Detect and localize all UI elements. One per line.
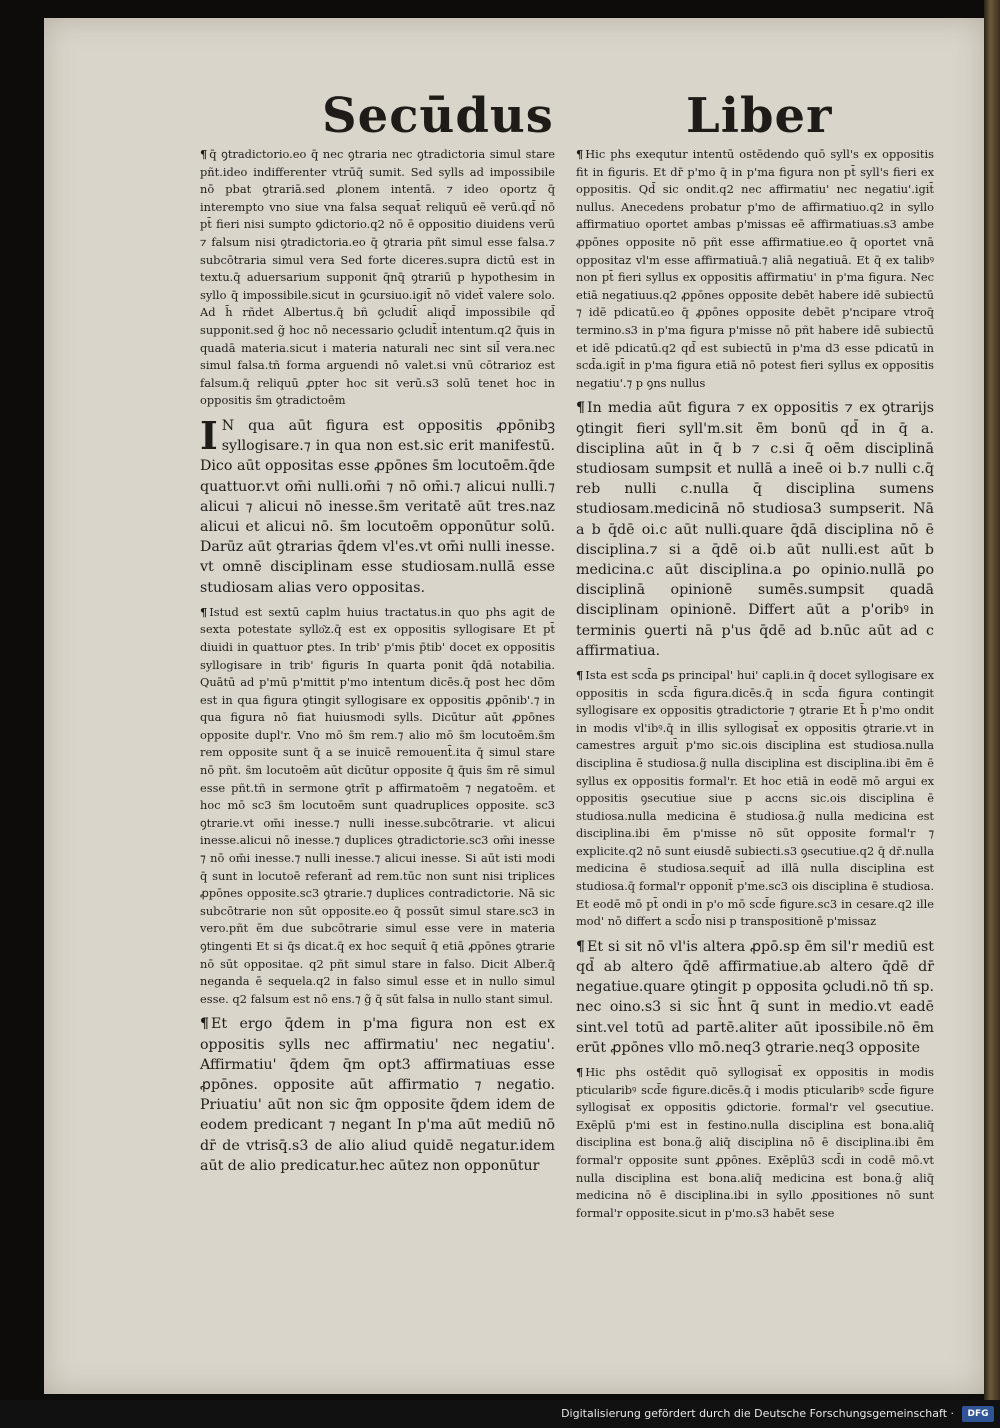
right-text-column bbox=[576, 146, 934, 1228]
paragraph-text: Et si sit nō vl'is altera ꝓpō.sp ēm sil'r mediū est qd̄ ab altero q̄dē affirmatiue.ab altero q̄dē dr̄ negatiue.quare ꝯtingit p opposita ꝯcludi.nō tñ sp. nec oino.s3 si sic h̄nt q̄ sunt in medio.vt eadē sint.vel totū ad partē.aliter aūt ipossibile.nō ēm erūt ꝓpōnes vllo mō.neq3 ꝯtrarie.neq3 opposite bbox=[576, 938, 934, 1056]
paragraph-text: Ista est scd̄a ꝑs principal' hui' capli.in q̄ docet syllogisare ex oppositis in scd̄a figura.dicēs.q̄ in scd̄a figura contingit syllogisare ex oppositis ꝯtradictorie ⁊ ꝯtrarie Et h̄ p'mo ondit in modis vl'ibꝰ.q̄ in illis syllogisat̄ ex oppositis ꝯtrarie.vt in camestres arguit̄ p'mo sic.ois disciplina est studiosa.nulla disciplina ē studiosa.g̃ nulla disciplina est disciplina.ibi ēm ē syllus ex oppositis formal'r. Et hoc etiā in eodē mō argui ex oppositis ꝯsecutiue siue p accns sic.ois disciplina ē studiosa.nulla medicina ē studiosa.g̃ nulla medicina est disciplina.ibi ēm p'misse nō sūt opposite formal'r ⁊ explicite.q2 nō sunt eiusdē subiecti.s3 ꝯsecutiue.q2 q̄ dr̄.nulla medicina ē studiosa.sequit̄ ad illā nulla disciplina est studiosa.q̄ formal'r opponit̄ p'me.sc3 ois disciplina ē studiosa. Et eodē mō pt̄ ondi in p'o mō scd̄e figure.sc3 in cesare.q2 ille mod' nō differt a scd̄o nisi p transpositionē p'missaz bbox=[576, 667, 934, 929]
dfg-logo: DFG bbox=[962, 1406, 994, 1422]
paragraph-text: N qua aūt figura est oppositis ꝓpōnibꝫ syllogisare.⁊ in qua non est.sic erit manifestū. Dico aūt oppositas esse ꝓpōnes s̄m locutoēm.q̄de quattuor.vt om̄i nulli.om̄i ⁊ nō om̄i.⁊ alicui nulli.⁊ alicui ⁊ alicui nō inesse.s̄m veritatē aūt tres.naz alicui et alicui nō. s̄m locutoēm opponūtur solū. Darūz aūt ꝯtrarias q̄dem vl'es.vt om̄i nulli inesse. vt omnē disciplinam esse studiosam.nullā esse studiosam alias vero oppositas. bbox=[200, 417, 555, 596]
footer-credit: Digitalisierung gefördert durch die Deutsche Forschungsgemeinschaft · bbox=[561, 1407, 954, 1420]
left-text-column bbox=[200, 146, 555, 1182]
paragraph bbox=[200, 146, 555, 410]
paragraph-text: Hic phs exequtur intentū ostēdendo quō syll's ex oppositis fit in figuris. Et dr̄ p'mo q̄ in p'ma figura non pt̄ syll's fieri ex oppositis. Qd̄ sic ondit.q2 nec affirmatiu' nec negatiu'.igit̄ nullus. Anecedens probatur p'mo de affirmatiuo.q2 in syllo affirmatiuo oportet ambas p'missas eē affirmatiuas.s3 ambe ꝓpōnes opposite nō pñt esse affirmatiue.eo q̄ oportet vnā oppositaz vl'm esse affirmatiuā.⁊ aliā negatiuā. Et q̄ ex talibꝰ non pt̄ fieri syllus ex oppositis affirmatiu' in p'ma figura. Nec etiā negatiuus.q2 ꝓpōnes opposite debēt habere idē subiectū ⁊ idē pdicatū.eo q̄ ꝓpōnes opposite debēt p'ncipare vtroq̄ termino.s3 in p'ma figura p'misse nō pñt habere idē subiectū et idē pdicatū.q2 qd̄ est subiectū in p'ma d3 esse pdicatū in scd̄a.igit̄ in p'ma figura etiā nō potest fieri syllus ex oppositis negatiu'.⁊ p ꝯns nullus bbox=[576, 147, 934, 390]
running-head-right: Liber bbox=[686, 88, 833, 144]
paragraph bbox=[576, 1064, 934, 1222]
paragraph-text: Istud est sextū caplm huius tractatus.in quo phs agit de sexta potestate syllo͂z.q̄ est ex oppositis syllogisare Et pt̄ diuidi in quattuor ꝑtes. In trib' p'mis p̄tib' docet ex oppositis syllogisare in trib' figuris In quarta ponit q̄dā notabilia. Quātū ad p'mū p'mittit p'mo intentum dicēs.q̄ post hec dōm est in qua figura ꝯtingit syllogisare ex oppositis ꝓpōnib'.⁊ in qua figura nō fiat huiusmodi sylls. Dicūtur aūt ꝓpōnes opposite dupl'r. Vno mō s̄m rem.⁊ alio mō s̄m locutoēm.s̄m rem opposite sunt q̄ a se inuicē remouent̄.ita q̄ simul stare nō pñt. s̄m locutoēm aūt dicūtur opposite q̄ q̄uis s̄m rē simul esse pñt.tñ in sermone ꝯtrīt p affirmatoēm ⁊ negatoēm. et hoc mō sc3 s̄m locutoēm sunt quadruplices opposite. sc3 ꝯtrarie.vt om̄i inesse.⁊ nulli inesse.subcōtrarie. vt alicui inesse.alicui nō inesse.⁊ duplices ꝯtradictorie.sc3 om̄i inesse ⁊ nō om̄i inesse.⁊ nulli inesse.⁊ alicui inesse. Si aūt isti modi q̄ sunt in locutoē referant̄ ad rem.tūc non sunt nisi triplices ꝓpōnes opposite.sc3 ꝯtrarie.⁊ duplices contradictorie. Nā sic subcōtrarie non sūt opposite.eo q̄ possūt simul stare.sc3 in vero.pñt ēm due subcōtrarie simul esse vere in materia ꝯtingenti Et si q̄s dicat.q̄ ex hoc sequit̄ q̄ etiā ꝓpōnes ꝯtrarie nō sūt oppositae. q2 pñt simul stare in falso. Dicit Alber.q̄ neganda ē sequela.q2 in falso simul esse et in nullo simul esse. q2 falsum est nō ens.⁊ g̃ q̄ sūt falsa in nullo stant simul. bbox=[200, 604, 555, 1006]
paragraph-text: q̄ ꝯtradictorio.eo q̄ nec ꝯtraria nec ꝯtradictoria simul stare pñt.ideo indifferenter vtrūq̄ sumit. Sed sylls ad impossibile nō pbat ꝯtrariā.sed ꝓlonem intentā. ⁊ ideo oportz q̄ interempto vno siue vna falsa sequat̄ reliquū eē verū.qd̄ nō pt̄ fieri nisi sumpto ꝯdictorio.q2 nō ē oppositio diuidens verū ⁊ falsum nisi ꝯtradictoria.eo q̄ ꝯtraria pñt simul esse falsa.⁊ subcōtraria simul vera Sed forte diceres.supra dictū est in textu.q̄ aduersarium supponit q̄nq̄ ꝯtrariū p hypothesim in syllo q̄ impossibile.sicut in ꝯcursiuo.igit̄ nō videt̄ valere solo. Ad h̄ rñdet Albertus.q̄ bñ ꝯcludit̄ aliqd̄ impossibile qd̄ supponit.sed g̃ hoc nō necessario ꝯcludit̄ intentum.q2 q̄uis in quadā materia.sicut i materia naturali nec sint sil̄ vera.nec simul falsa.tñ forma arguendi nō valet.si vnū cōtrarioz est falsum.q̄ reliquū ꝓpter hoc sit verū.s3 solū tenet hoc in oppositis s̄m ꝯtradictoēm bbox=[200, 147, 555, 408]
pilcrow-icon: ¶ bbox=[200, 604, 208, 619]
paragraph-text: Et ergo q̄dem in p'ma figura non est ex oppositis sylls nec affirmatiu' nec negatiu'. Affirmatiu' q̄dem q̄m opt3 affirmatiuas esse ꝓpōnes. opposite aūt affirmatio ⁊ negatio. Priuatiu' aūt non sic q̄m opposite q̄dem idem de eodem predicant ⁊ negant In p'ma aūt mediū nō dr̄ de vtrisq̄.s3 de alio aliud quidē negatur.idem aūt de alio predicatur.hec aūtez non opponūtur bbox=[200, 1016, 555, 1174]
pilcrow-icon: ¶ bbox=[200, 1016, 210, 1033]
paragraph-text: Hic phs ostēdit quō syllogisat̄ ex oppositis in modis pticularibꝰ scd̄e figure.dicēs.q̄ i modis pticularibꝰ scd̄e figure syllogisat̄ ex oppositis ꝯdictorie. formal'r vel ꝯsecutiue. Exēplū p'mi est in festino.nulla disciplina est bona.aliq̄ disciplina est bona.g̃ aliq̄ disciplina nō ē disciplina.ibi ēm formal'r opposite sunt ꝓpōnes. Exēplū3 scd̄i in codē mō.vt nulla disciplina est bona.aliq̄ medicina est bona.g̃ aliq̄ medicina nō ē disciplina.ibi in syllo ꝓpositiones nō sunt formal'r opposite.sicut in p'mo.s3 habēt sese bbox=[576, 1065, 934, 1220]
paragraph bbox=[576, 398, 934, 661]
paragraph-text: In media aūt figura ⁊ ex oppositis ⁊ ex ꝯtrarijs ꝯtingit fieri syll'm.sit ēm bonū qd̄ in q̄ a. disciplina aūt in q̄ b ⁊ c.si q̄ oēm disciplinā studiosam sumpsit et nullā a ineē oi b.⁊ nulli c.q̄ reb nulli c.nulla q̄ disciplina sumens studiosam.medicinā nō studiosa3 sumpserit. Nā a b q̄dē oi.c aūt nulli.quare q̄dā disciplina nō ē disciplina.⁊ si a q̄dē oi.b aūt nulli.est aūt b medicina.c aūt disciplina.a ꝑo opinio.nullā ꝑo disciplinā opinionē sumēs.sumpsit quadā disciplinam opinionē. Differt aūt a p'oribꝰ in terminis ꝯuerti nā p'us q̄dē ad b.nūc aūt ad c affirmatiua. bbox=[576, 400, 934, 659]
decorated-initial: I bbox=[200, 412, 218, 458]
paragraph bbox=[200, 1014, 555, 1176]
paragraph bbox=[200, 604, 555, 1009]
pilcrow-icon: ¶ bbox=[576, 147, 584, 161]
paragraph bbox=[576, 667, 934, 931]
paragraph bbox=[200, 412, 555, 598]
pilcrow-icon: ¶ bbox=[576, 667, 584, 682]
paragraph bbox=[576, 937, 934, 1058]
pilcrow-icon: ¶ bbox=[576, 400, 586, 417]
paragraph bbox=[576, 146, 934, 392]
book-edge bbox=[984, 0, 1000, 1400]
pilcrow-icon: ¶ bbox=[576, 1065, 584, 1080]
running-head-left: Secūdus bbox=[322, 88, 554, 144]
pilcrow-icon: ¶ bbox=[200, 147, 208, 161]
pilcrow-icon: ¶ bbox=[576, 938, 586, 955]
footer-bar bbox=[0, 1400, 1000, 1428]
